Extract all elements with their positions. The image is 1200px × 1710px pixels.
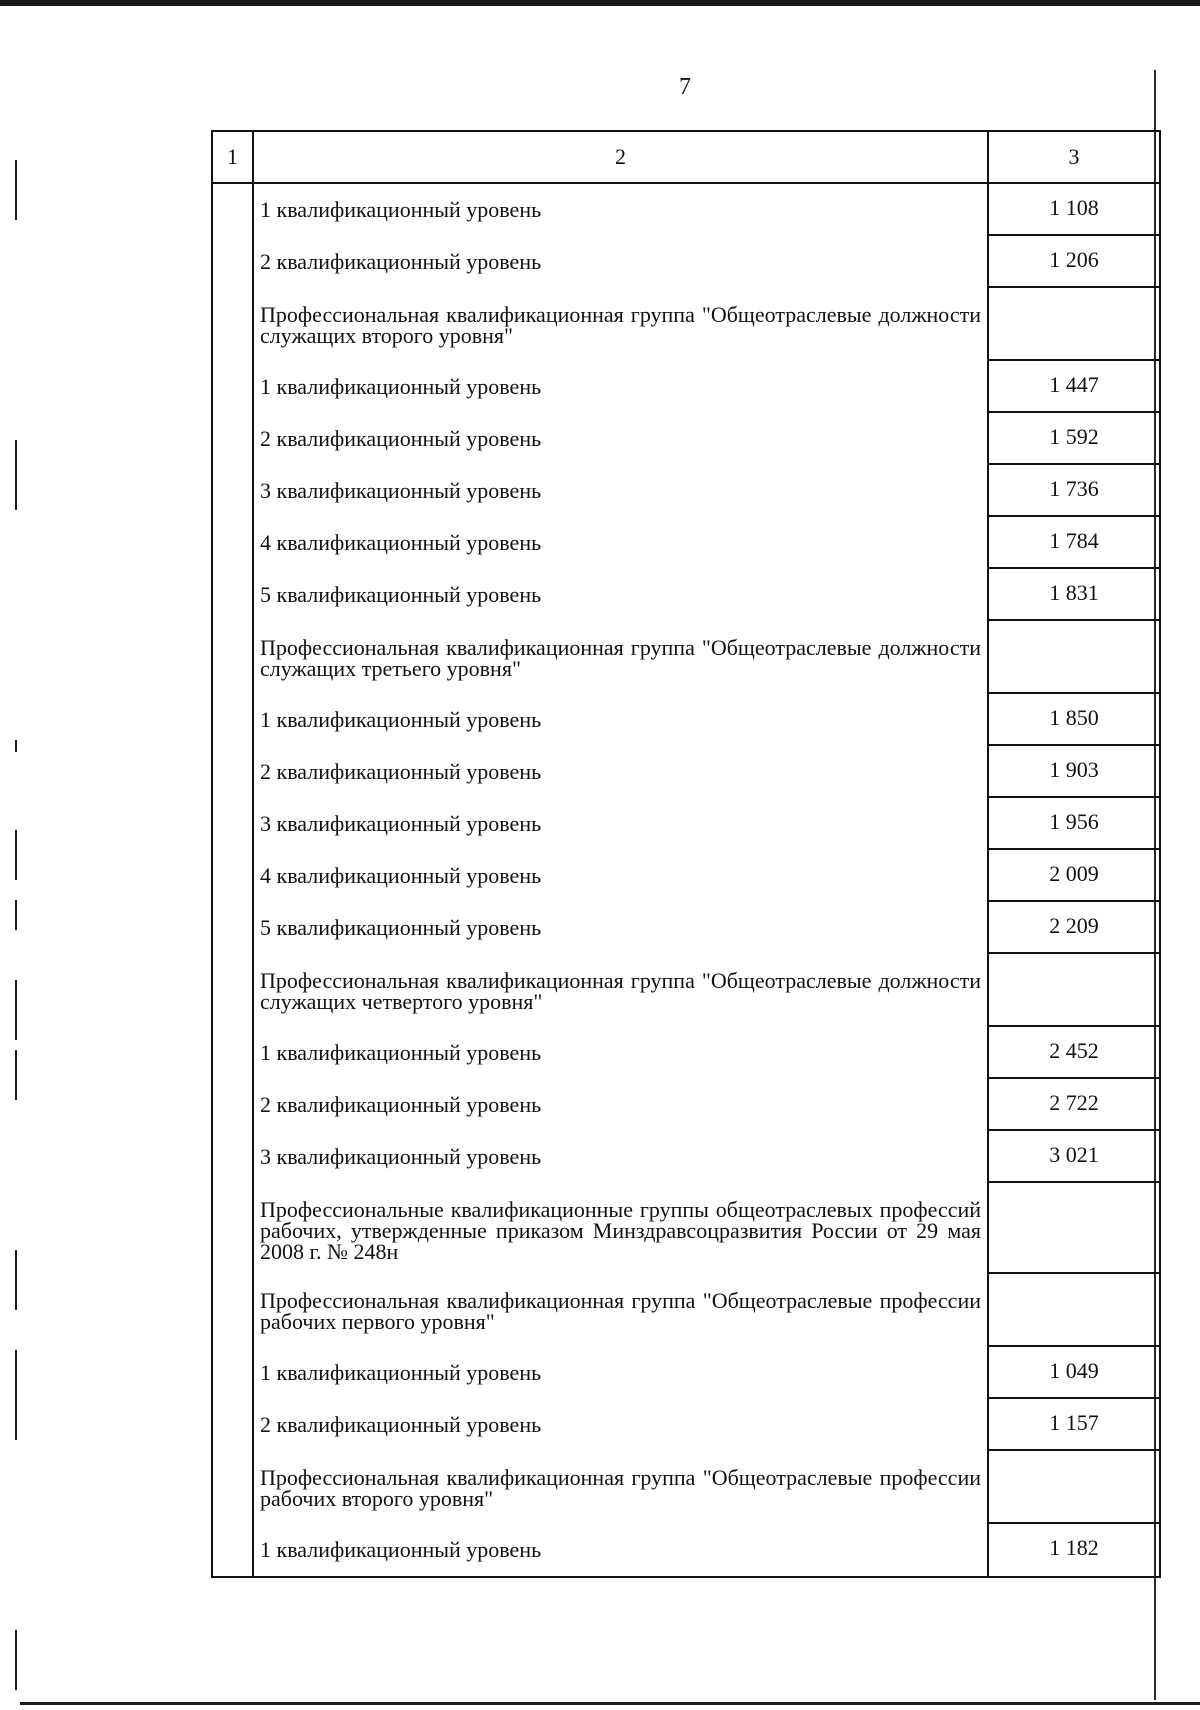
salary-value: 1 850 xyxy=(987,694,1159,746)
group-title: Профессиональные квалификационные группы общеотраслевых профессий рабочих, утвержденные приказом Минздравсоцразвития России от 29 мая 2008 г. № 248н xyxy=(260,1197,981,1264)
table-row xyxy=(213,850,1159,902)
row-number-cell xyxy=(213,1079,254,1131)
salary-value: 1 831 xyxy=(987,569,1159,621)
table-row xyxy=(213,1027,1159,1079)
salary-value xyxy=(987,1183,1159,1274)
level-label: 2 квалификационный уровень xyxy=(260,1412,542,1437)
salary-value: 1 108 xyxy=(987,184,1159,236)
scan-edge-top xyxy=(0,0,1200,6)
header-col-2: 2 xyxy=(615,144,626,169)
group-title: Профессиональная квалификационная группа "Общеотраслевые должности служащих третьего уровня" xyxy=(260,635,981,681)
row-number-cell xyxy=(213,621,254,694)
salary-value: 1 447 xyxy=(987,361,1159,413)
row-number-cell xyxy=(213,1131,254,1183)
row-number-cell xyxy=(213,1524,254,1576)
page-number: 7 xyxy=(679,74,691,100)
salary-value: 1 956 xyxy=(987,798,1159,850)
row-number-cell xyxy=(213,1027,254,1079)
salary-value xyxy=(987,621,1159,694)
row-number-cell xyxy=(213,902,254,954)
row-number-cell xyxy=(213,465,254,517)
scan-margin-marks xyxy=(15,150,18,1710)
salary-value: 2 452 xyxy=(987,1027,1159,1079)
level-label: 1 квалификационный уровень xyxy=(260,197,542,222)
salary-value: 2 209 xyxy=(987,902,1159,954)
salary-value xyxy=(987,1451,1159,1524)
salary-value: 1 736 xyxy=(987,465,1159,517)
level-label: 1 квалификационный уровень xyxy=(260,1360,542,1385)
table-row xyxy=(213,1399,1159,1451)
row-number-cell xyxy=(213,361,254,413)
table-row xyxy=(213,1079,1159,1131)
level-label: 1 квалификационный уровень xyxy=(260,374,542,399)
table-row xyxy=(213,465,1159,517)
row-number-cell xyxy=(213,184,254,236)
salary-value: 1 206 xyxy=(987,236,1159,288)
level-label: 1 квалификационный уровень xyxy=(260,1537,542,1562)
level-label: 3 квалификационный уровень xyxy=(260,811,542,836)
group-heading-row xyxy=(213,621,1159,694)
salary-value: 2 009 xyxy=(987,850,1159,902)
table-row xyxy=(213,694,1159,746)
level-label: 3 квалификационный уровень xyxy=(260,1144,542,1169)
row-number-cell xyxy=(213,1347,254,1399)
level-label: 3 квалификационный уровень xyxy=(260,478,542,503)
group-title: Профессиональная квалификационная группа "Общеотраслевые профессии рабочих первого уровня" xyxy=(260,1288,981,1334)
table-row xyxy=(213,413,1159,465)
level-label: 2 квалификационный уровень xyxy=(260,249,542,274)
level-label: 1 квалификационный уровень xyxy=(260,1040,542,1065)
row-number-cell xyxy=(213,694,254,746)
table-body xyxy=(213,184,1159,1576)
row-number-cell xyxy=(213,954,254,1027)
group-title: Профессиональная квалификационная группа "Общеотраслевые профессии рабочих второго уровня" xyxy=(260,1465,981,1511)
level-label: 4 квалификационный уровень xyxy=(260,863,542,888)
salary-value xyxy=(987,288,1159,361)
row-number-cell xyxy=(213,569,254,621)
group-title: Профессиональная квалификационная группа "Общеотраслевые должности служащих второго уровня" xyxy=(260,302,981,348)
row-number-cell xyxy=(213,1274,254,1347)
salary-value: 2 722 xyxy=(987,1079,1159,1131)
salary-value: 1 049 xyxy=(987,1347,1159,1399)
salary-value xyxy=(987,954,1159,1027)
table-row xyxy=(213,746,1159,798)
level-label: 2 квалификационный уровень xyxy=(260,759,542,784)
table-row xyxy=(213,1347,1159,1399)
row-number-cell xyxy=(213,517,254,569)
table-row xyxy=(213,798,1159,850)
table-row xyxy=(213,361,1159,413)
group-heading-row xyxy=(213,1451,1159,1524)
salary-value xyxy=(987,1274,1159,1347)
group-heading-row xyxy=(213,1274,1159,1347)
table-row xyxy=(213,902,1159,954)
level-label: 2 квалификационный уровень xyxy=(260,426,542,451)
group-heading-row xyxy=(213,954,1159,1027)
row-number-cell xyxy=(213,1399,254,1451)
salary-table xyxy=(211,130,1161,1578)
table-row xyxy=(213,517,1159,569)
row-number-cell xyxy=(213,288,254,361)
salary-value: 1 592 xyxy=(987,413,1159,465)
table-header-row xyxy=(213,132,1159,184)
level-label: 1 квалификационный уровень xyxy=(260,707,542,732)
scan-edge-bottom xyxy=(20,1702,1200,1705)
salary-value: 1 182 xyxy=(987,1524,1159,1576)
table-row xyxy=(213,1131,1159,1183)
group-heading-row xyxy=(213,1183,1159,1274)
level-label: 2 квалификационный уровень xyxy=(260,1092,542,1117)
salary-value: 1 784 xyxy=(987,517,1159,569)
level-label: 4 квалификационный уровень xyxy=(260,530,542,555)
salary-value: 1 157 xyxy=(987,1399,1159,1451)
salary-value: 3 021 xyxy=(987,1131,1159,1183)
row-number-cell xyxy=(213,236,254,288)
header-col-1: 1 xyxy=(213,132,254,182)
row-number-cell xyxy=(213,798,254,850)
table-row xyxy=(213,184,1159,236)
table-row xyxy=(213,569,1159,621)
row-number-cell xyxy=(213,1451,254,1524)
header-col-3: 3 xyxy=(987,132,1159,182)
row-number-cell xyxy=(213,413,254,465)
row-number-cell xyxy=(213,1183,254,1274)
row-number-cell xyxy=(213,850,254,902)
salary-value: 1 903 xyxy=(987,746,1159,798)
table-row xyxy=(213,1524,1159,1576)
table-row xyxy=(213,236,1159,288)
group-title: Профессиональная квалификационная группа "Общеотраслевые должности служащих четвертого уровня" xyxy=(260,968,981,1014)
level-label: 5 квалификационный уровень xyxy=(260,915,542,940)
group-heading-row xyxy=(213,288,1159,361)
level-label: 5 квалификационный уровень xyxy=(260,582,542,607)
row-number-cell xyxy=(213,746,254,798)
